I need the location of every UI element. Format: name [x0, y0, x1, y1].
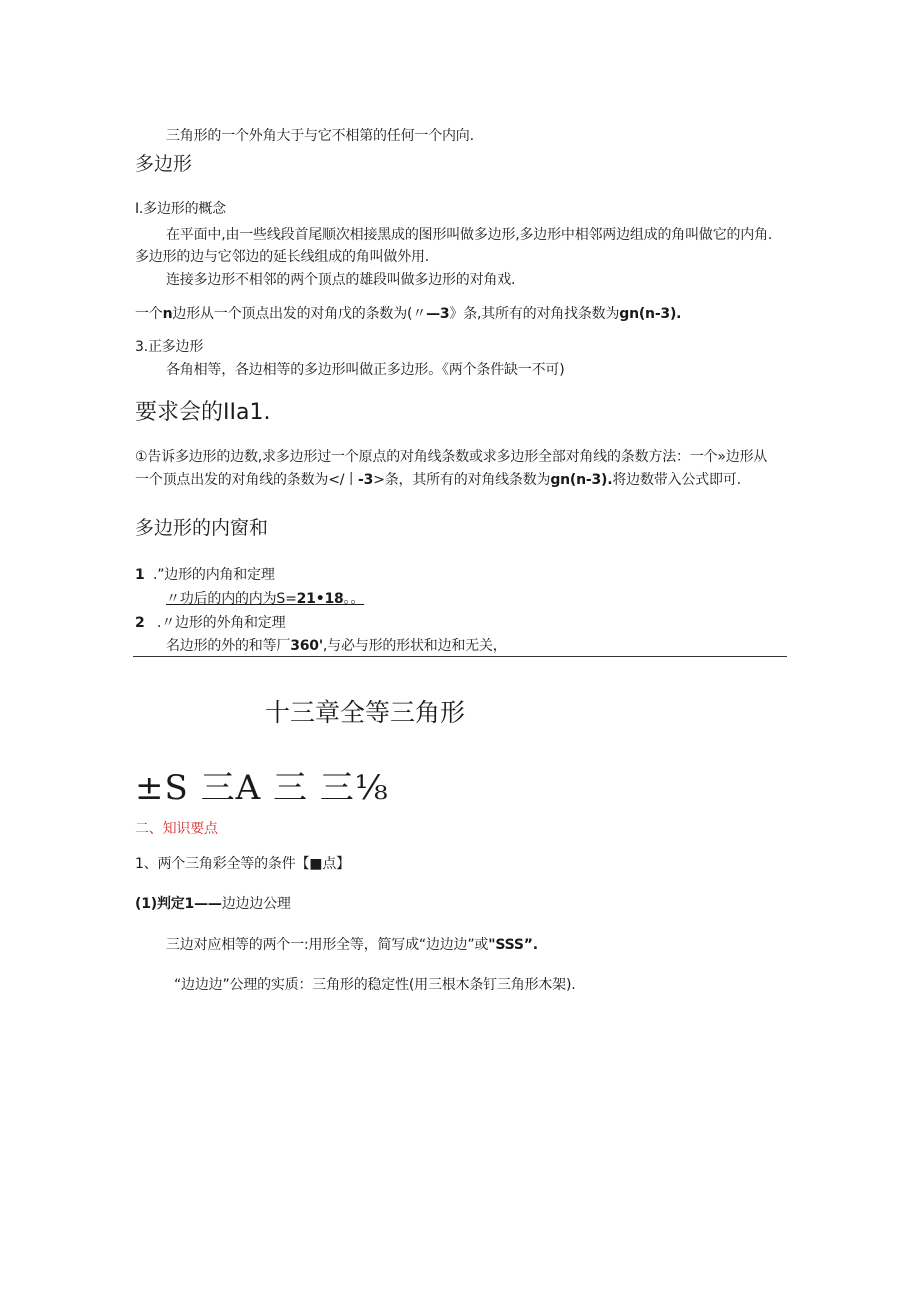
- text-line-congruence-conditions: 1、两个三角彩全等的条件【■点】: [135, 856, 350, 872]
- chapter-title: 十三章全等三角形: [265, 698, 466, 727]
- text-span: 边边边公理: [221, 896, 291, 912]
- section-heading-polygon: 多边形: [135, 153, 193, 175]
- text-span: .〃边形的外角和定理: [157, 615, 286, 631]
- text-line-sss-rule: [135, 895, 291, 913]
- text-span: .”边形的内角和定理: [153, 567, 275, 583]
- list-item-exterior-theorem: [135, 614, 285, 632]
- formula-span: gn(n-3).: [619, 306, 682, 322]
- text-line-sss-essence: “边边边”公理的实质：三角形的稳定性(用三根木条钉三角形木架).: [174, 977, 576, 993]
- text-line-diagonal-formula: [135, 305, 681, 323]
- text-span: 名边形的外的和等厂: [166, 638, 291, 654]
- text-line-exterior-sum: [166, 637, 507, 655]
- garbled-heading: ±S 三A 三 三⅛: [135, 768, 389, 808]
- text-span: 三边对应相等的两个一:用形全等，简写成“边边边”或: [166, 937, 489, 953]
- text-span-bold: -3: [358, 472, 374, 488]
- text-line: 连接多边形不相邻的两个顶点的雄段叫做多边形的对角戏.: [166, 272, 516, 288]
- text-span: ,与必与形的形状和边和无关，: [322, 638, 507, 654]
- text-line: 各角相等，各边相等的多边形叫做正多边形。《两个条件缺一不可): [166, 362, 565, 378]
- text-span-bold: "SSS”.: [488, 937, 538, 953]
- list-item-interior-theorem: [135, 566, 275, 584]
- text-span: 》条,其所有的对角找条数为: [449, 306, 620, 322]
- text-span-bold: —3: [426, 306, 450, 322]
- text-span-bold: (1)判定1——: [135, 896, 222, 912]
- text-line: 多边形的边与它邻边的延长线组成的角叫做外用.: [135, 249, 430, 265]
- formula-span: 360': [290, 638, 323, 654]
- text-span: 一个: [135, 306, 163, 322]
- formula-span: 21•18: [296, 591, 344, 607]
- section-heading-requirements: 要求会的IIa1.: [135, 400, 271, 425]
- text-line-sss-description: [166, 936, 538, 954]
- section-heading-knowledge-points: 二、知识要点: [135, 821, 218, 837]
- subheading-polygon-concept: I.多边形的概念: [135, 201, 226, 217]
- text-line: ①告诉多边形的边数,求多边形过一个原点的对角线条数或求多边形全部对角线的条数方法：一个»边形从: [135, 449, 768, 465]
- text-span: 〃功后的内的内为S=: [166, 591, 297, 607]
- text-span-bold: n: [162, 306, 173, 322]
- text-span: >条，其所有的对角线条数为: [373, 472, 551, 488]
- text-span: 将边数带入公式即可.: [612, 472, 741, 488]
- section-heading-interior-sum: 多边形的内窗和: [135, 517, 269, 539]
- horizontal-rule: [133, 656, 787, 657]
- text-line: 在平面中,由一些线段首尾顺次相接黑成的图形叫做多边形,多边形中相邻两边组成的角叫做它的内角.: [166, 227, 773, 243]
- text-span: 一个顶点出发的对角线的条数为</丨: [135, 472, 359, 488]
- list-number: 2: [135, 615, 145, 631]
- subheading-regular-polygon: 3.正多边形: [135, 339, 204, 355]
- list-number: 1: [135, 567, 145, 583]
- text-span: 。。: [343, 591, 365, 607]
- text-line-interior-formula: [166, 590, 364, 608]
- text-span: 边形从一个顶点出发的对角戊的条数为(〃: [172, 306, 427, 322]
- text-line: 三角形的一个外角大于与它不相第的任何一个内向.: [166, 128, 474, 144]
- text-line-diagonal-formula-2: [135, 471, 741, 489]
- formula-span: gn(n-3).: [550, 472, 613, 488]
